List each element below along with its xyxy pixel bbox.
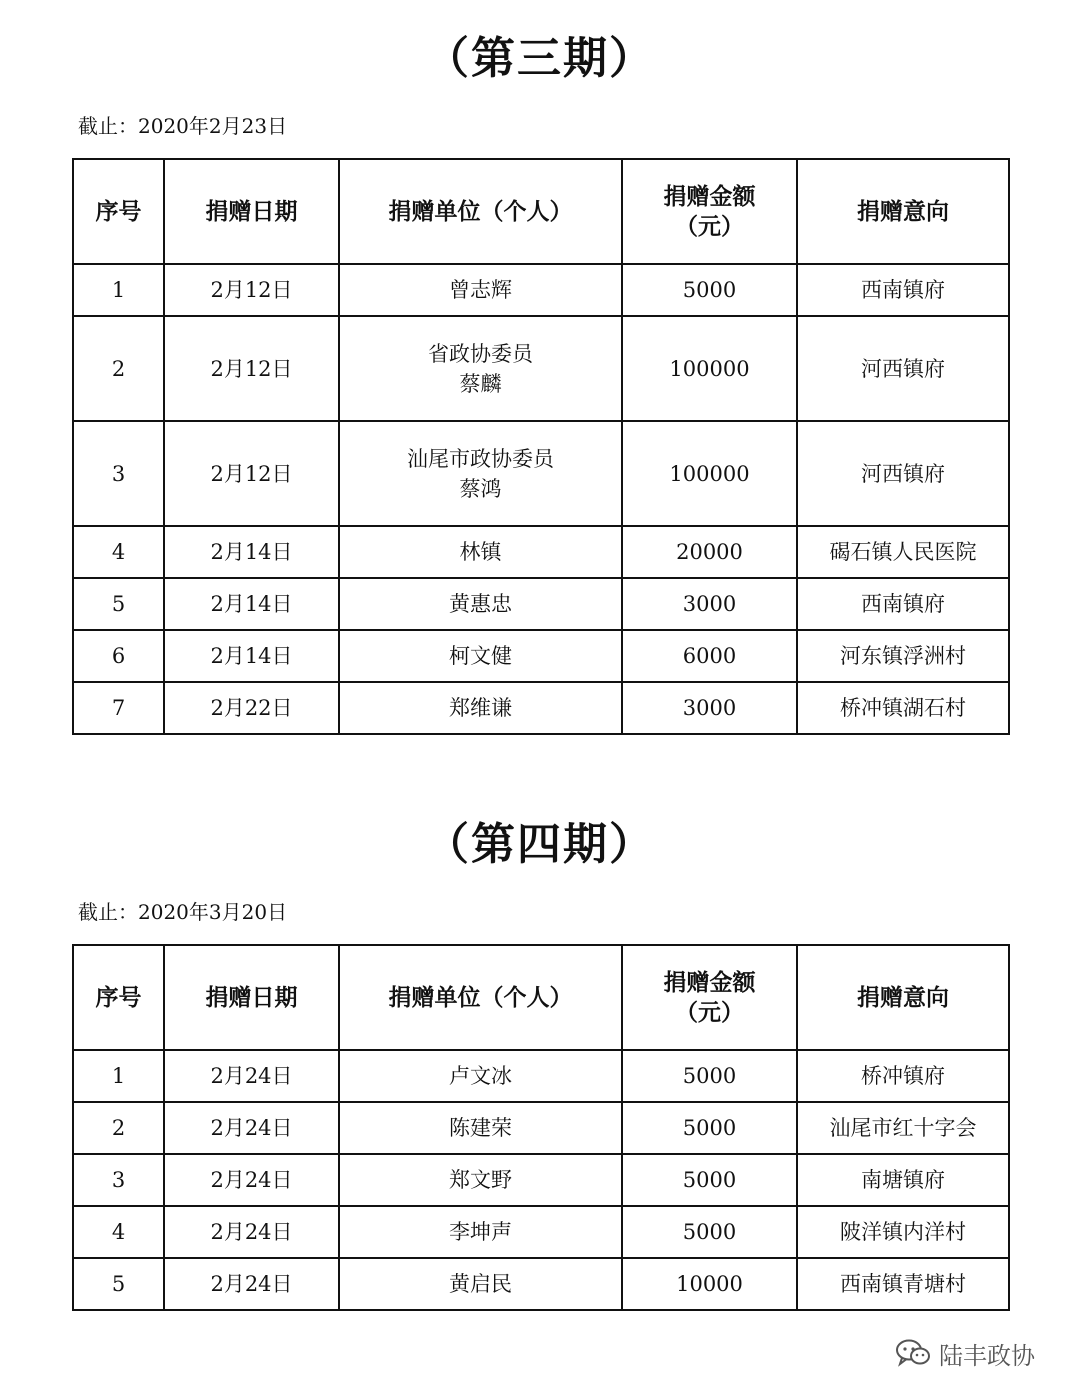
table-row bbox=[73, 578, 1009, 630]
donor-line: 郑维谦 bbox=[449, 696, 512, 720]
donor-cell bbox=[339, 316, 622, 421]
intent-cell: 河西镇府 bbox=[797, 316, 1009, 421]
date-cell: 2月12日 bbox=[164, 264, 339, 316]
intent-cell: 桥冲镇府 bbox=[797, 1050, 1009, 1102]
amount-cell: 3000 bbox=[622, 578, 797, 630]
amount-cell: 5000 bbox=[622, 264, 797, 316]
table-row bbox=[73, 1154, 1009, 1206]
intent-cell: 陂洋镇内洋村 bbox=[797, 1206, 1009, 1258]
date-cell: 2月22日 bbox=[164, 682, 339, 734]
cutoff-date-issue-3: 截止：2020年2月23日 bbox=[78, 114, 288, 138]
header-amount bbox=[622, 945, 797, 1050]
serial-cell: 4 bbox=[73, 526, 164, 578]
donor-cell bbox=[339, 578, 622, 630]
header-line: （元） bbox=[675, 213, 744, 240]
serial-cell: 4 bbox=[73, 1206, 164, 1258]
donation-table-issue-4 bbox=[72, 944, 1010, 1311]
intent-cell: 西南镇青塘村 bbox=[797, 1258, 1009, 1310]
amount-cell: 5000 bbox=[622, 1154, 797, 1206]
donor-line: 蔡麟 bbox=[459, 371, 502, 396]
watermark-text: 陆丰政协 bbox=[939, 1341, 1035, 1370]
amount-cell: 6000 bbox=[622, 630, 797, 682]
amount-cell: 100000 bbox=[622, 316, 797, 421]
table-row bbox=[73, 1206, 1009, 1258]
table-row bbox=[73, 526, 1009, 578]
donor-line: 林镇 bbox=[459, 540, 502, 564]
intent-cell: 河东镇浮洲村 bbox=[797, 630, 1009, 682]
amount-cell: 100000 bbox=[622, 421, 797, 526]
donor-line: 黄启民 bbox=[449, 1272, 512, 1296]
amount-cell: 5000 bbox=[622, 1206, 797, 1258]
date-cell: 2月14日 bbox=[164, 526, 339, 578]
table-row bbox=[73, 1258, 1009, 1310]
table-header-row bbox=[73, 945, 1009, 1050]
serial-cell: 3 bbox=[73, 421, 164, 526]
header-line: （元） bbox=[675, 999, 744, 1026]
table-row bbox=[73, 1050, 1009, 1102]
date-cell: 2月12日 bbox=[164, 316, 339, 421]
date-cell: 2月14日 bbox=[164, 630, 339, 682]
cutoff-date-issue-4: 截止：2020年3月20日 bbox=[78, 900, 288, 924]
donor-line: 柯文健 bbox=[449, 644, 512, 668]
table-row bbox=[73, 630, 1009, 682]
header-donor: 捐赠单位（个人） bbox=[339, 159, 622, 264]
donor-cell bbox=[339, 682, 622, 734]
donor-cell bbox=[339, 421, 622, 526]
intent-cell: 河西镇府 bbox=[797, 421, 1009, 526]
serial-cell: 2 bbox=[73, 1102, 164, 1154]
donor-line: 汕尾市政协委员 bbox=[407, 446, 554, 471]
donor-line: 李坤声 bbox=[449, 1220, 512, 1244]
donor-cell bbox=[339, 1154, 622, 1206]
table-row bbox=[73, 421, 1009, 526]
date-cell: 2月24日 bbox=[164, 1154, 339, 1206]
section-title-issue-4: （第四期） bbox=[425, 819, 655, 870]
date-cell: 2月24日 bbox=[164, 1258, 339, 1310]
donation-table-issue-3 bbox=[72, 158, 1010, 735]
intent-cell: 西南镇府 bbox=[797, 578, 1009, 630]
table-row bbox=[73, 1102, 1009, 1154]
serial-cell: 2 bbox=[73, 316, 164, 421]
date-cell: 2月12日 bbox=[164, 421, 339, 526]
header-date: 捐赠日期 bbox=[164, 159, 339, 264]
intent-cell: 碣石镇人民医院 bbox=[797, 526, 1009, 578]
table-row bbox=[73, 682, 1009, 734]
donor-cell bbox=[339, 630, 622, 682]
serial-cell: 7 bbox=[73, 682, 164, 734]
date-cell: 2月24日 bbox=[164, 1050, 339, 1102]
amount-cell: 5000 bbox=[622, 1102, 797, 1154]
serial-cell: 5 bbox=[73, 578, 164, 630]
header-date: 捐赠日期 bbox=[164, 945, 339, 1050]
donor-cell bbox=[339, 264, 622, 316]
header-serial: 序号 bbox=[73, 159, 164, 264]
donor-cell bbox=[339, 1050, 622, 1102]
intent-cell: 桥冲镇湖石村 bbox=[797, 682, 1009, 734]
header-donor: 捐赠单位（个人） bbox=[339, 945, 622, 1050]
donor-line: 省政协委员 bbox=[428, 341, 533, 366]
table-row bbox=[73, 316, 1009, 421]
header-serial: 序号 bbox=[73, 945, 164, 1050]
wechat-icon bbox=[895, 1338, 931, 1368]
date-cell: 2月14日 bbox=[164, 578, 339, 630]
serial-cell: 3 bbox=[73, 1154, 164, 1206]
donor-cell bbox=[339, 526, 622, 578]
date-cell: 2月24日 bbox=[164, 1206, 339, 1258]
header-intent: 捐赠意向 bbox=[797, 159, 1009, 264]
table-header-row bbox=[73, 159, 1009, 264]
serial-cell: 1 bbox=[73, 264, 164, 316]
donor-line: 蔡鸿 bbox=[459, 476, 502, 501]
section-title-issue-3: （第三期） bbox=[425, 33, 655, 84]
header-line: 捐赠金额 bbox=[663, 969, 756, 996]
donor-line: 陈建荣 bbox=[449, 1116, 512, 1140]
amount-cell: 5000 bbox=[622, 1050, 797, 1102]
table-row bbox=[73, 264, 1009, 316]
header-amount bbox=[622, 159, 797, 264]
amount-cell: 3000 bbox=[622, 682, 797, 734]
amount-cell: 20000 bbox=[622, 526, 797, 578]
donor-cell bbox=[339, 1258, 622, 1310]
date-cell: 2月24日 bbox=[164, 1102, 339, 1154]
donor-line: 郑文野 bbox=[449, 1168, 512, 1192]
serial-cell: 6 bbox=[73, 630, 164, 682]
intent-cell: 南塘镇府 bbox=[797, 1154, 1009, 1206]
intent-cell: 西南镇府 bbox=[797, 264, 1009, 316]
donor-cell bbox=[339, 1102, 622, 1154]
donor-line: 曾志辉 bbox=[449, 278, 512, 302]
intent-cell: 汕尾市红十字会 bbox=[797, 1102, 1009, 1154]
donor-line: 黄惠忠 bbox=[449, 592, 512, 616]
donor-cell bbox=[339, 1206, 622, 1258]
serial-cell: 5 bbox=[73, 1258, 164, 1310]
serial-cell: 1 bbox=[73, 1050, 164, 1102]
donor-line: 卢文冰 bbox=[449, 1064, 512, 1088]
account-watermark bbox=[895, 1338, 1035, 1368]
header-intent: 捐赠意向 bbox=[797, 945, 1009, 1050]
amount-cell: 10000 bbox=[622, 1258, 797, 1310]
header-line: 捐赠金额 bbox=[663, 183, 756, 210]
